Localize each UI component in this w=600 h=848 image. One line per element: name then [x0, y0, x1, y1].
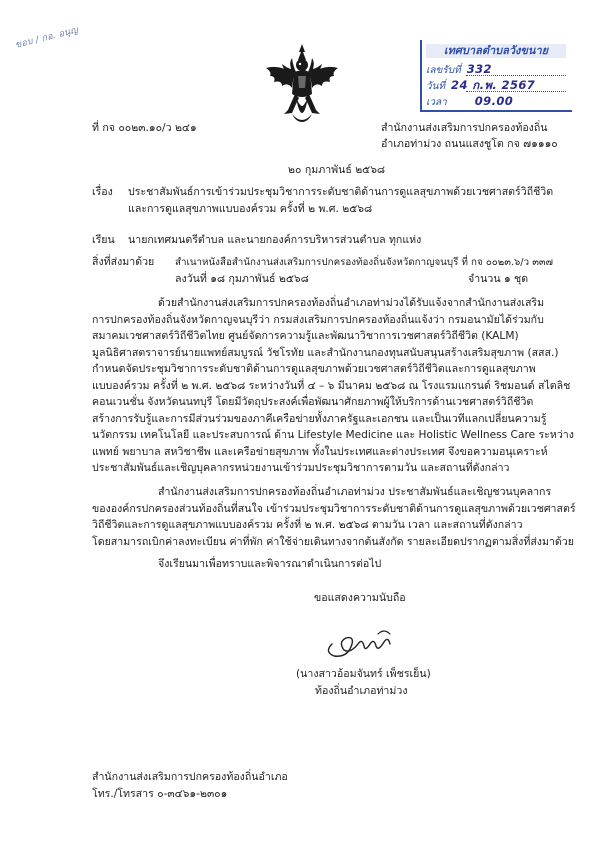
stamp-title: เทศบาลตำบลวังขนาย: [426, 44, 566, 58]
document-date: ๒๐ กุมภาพันธ์ ๒๕๖๘: [288, 164, 386, 176]
garuda-emblem-icon: [262, 42, 342, 130]
paragraph-line: ขององค์กรปกครองส่วนท้องถิ่นที่สนใจ เข้าร่วมประชุมวิชาการระดับชาติด้านการดูแลสุขภาพด้วยเวชศาสตร์: [92, 502, 576, 515]
paragraph-line: สร้างการรับรู้และการมีส่วนร่วมของภาคีเครือข่ายทั้งภาครัฐและเอกชน และเป็นเวทีแลกเปลี่ยนความรู้: [92, 412, 547, 425]
paragraph-line: กำหนดจัดประชุมวิชาการระดับชาติด้านการดูแลสุขภาพด้วยเวชศาสตร์วิถีชีวิตและการดูแลสุขภาพ: [92, 363, 536, 375]
receipt-stamp: [420, 40, 572, 112]
body-paragraph-1: [92, 295, 574, 477]
paragraph-line: โดยสามารถเบิกค่าลงทะเบียน ค่าที่พัก ค่าใช้จ่ายเดินทางจากต้นสังกัด รายละเอียดปรากฏตามสิ่งที่ส่งมาด้วย: [92, 535, 574, 548]
paragraph-line: สมาคมเวชศาสตร์วิถีชีวิตไทย ศูนย์จัดการความรู้และพัฒนาวิชาการเวชศาสตร์วิถีชีวิต (KALM): [92, 330, 519, 342]
paragraph-line: การปกครองท้องถิ่นจังหวัดกาญจนบุรีว่า กรมส่งเสริมการปกครองท้องถิ่นแจ้งว่า กรมอนามัยได้ร่วมกับ: [92, 313, 544, 326]
stamp-date-value: 24 ก.พ. 2567: [451, 78, 536, 92]
subject-line2: และการดูแลสุขภาพแบบองค์รวม ครั้งที่ ๒ พ.ศ. ๒๕๖๘: [128, 203, 373, 215]
stamp-time-value: 09.00: [474, 94, 514, 108]
signatory-name: (นางสาวอ้อมจันทร์ เพ็ชรเย็น): [296, 668, 431, 680]
paragraph-line: ด้วยสำนักงานส่งเสริมการปกครองท้องถิ่นอำเภอท่าม่วงได้รับแจ้งจากสำนักงานส่งเสริม: [158, 297, 545, 309]
footer-office: สำนักงานส่งเสริมการปกครองท้องถิ่นอำเภอ: [92, 771, 288, 783]
stamp-receive-label: เลขรับที่: [426, 65, 461, 76]
recipient-label: เรียน: [92, 234, 115, 246]
subject-label: เรื่อง: [92, 186, 113, 198]
paragraph-line: คอนเวนชั่น จังหวัดนนทบุรี โดยมีวัตถุประสงค์เพื่อพัฒนาศักยภาพผู้ให้บริการด้านเวชศาสตร์วิถีชีวิต: [92, 396, 534, 408]
attachment-line2: ลงวันที่ ๑๘ กุมภาพันธ์ ๒๕๖๘: [175, 273, 309, 285]
handwritten-note: ขอบ / กอ. อนุญ: [14, 25, 80, 51]
paragraph-line: แพทย์ พยาบาล สหวิชาชีพ และเครือข่ายสุขภาพ ทั้งในประเทศและต่างประเทศ จึงขอความอนุเคราะห์: [92, 445, 548, 458]
signatory-position: ท้องถิ่นอำเภอท่าม่วง: [315, 685, 408, 697]
stamp-receive-no: 332: [466, 62, 492, 76]
body-paragraph-2: [92, 484, 576, 550]
attachment-line1: สำเนาหนังสือสำนักงานส่งเสริมการปกครองท้องถิ่นจังหวัดกาญจนบุรี ที่ กจ ๐๐๒๓.๖/ว ๓๓๗: [175, 257, 553, 268]
office-address-line2: อำเภอท่าม่วง ถนนแสงชูโต กจ ๗๑๑๑๐: [381, 138, 558, 150]
closing-request: จึงเรียนมาเพื่อทราบและพิจารณาดำเนินการต่อไป: [158, 558, 382, 570]
attachment-label: สิ่งที่ส่งมาด้วย: [92, 256, 155, 268]
stamp-time-label: เวลา: [426, 97, 447, 108]
footer-phone: โทร./โทรสาร ๐-๓๔๖๑-๒๓๐๑: [92, 788, 228, 800]
stamp-time-row: [426, 94, 513, 110]
paragraph-line: สำนักงานส่งเสริมการปกครองท้องถิ่นอำเภอท่าม่วง ประชาสัมพันธ์และเชิญชวนบุคลากร: [158, 486, 552, 498]
paragraph-line: วิถีชีวิตและการดูแลสุขภาพแบบองค์รวม ครั้งที่ ๒ พ.ศ. ๒๕๖๘ ตามวัน เวลา และสถานที่ดังกล่าว: [92, 519, 523, 531]
recipient-text: นายกเทศมนตรีตำบล และนายกองค์การบริหารส่วนตำบล ทุกแห่ง: [128, 234, 422, 246]
handwritten-signature-icon: [318, 622, 408, 662]
paragraph-line: นวัตกรรม เทคโนโลยี และประสบการณ์ ด้าน Lifestyle Medicine และ Holistic Wellness Care ระหว่าง: [92, 429, 574, 441]
paragraph-line: แบบองค์รวม ครั้งที่ ๒ พ.ศ. ๒๕๖๘ ระหว่างวันที่ ๔ – ๖ มีนาคม ๒๕๖๘ ณ โรงแรมแกรนด์ ริชมอนด์ สไตลิช: [92, 379, 571, 392]
office-address-line1: สำนักงานส่งเสริมการปกครองท้องถิ่น: [381, 122, 548, 134]
attachment-count: จำนวน ๑ ชุด: [468, 273, 529, 285]
subject-line1: ประชาสัมพันธ์การเข้าร่วมประชุมวิชาการระดับชาติด้านการดูแลสุขภาพด้วยเวชศาสตร์วิถีชีวิต: [128, 186, 554, 198]
stamp-date-label: วันที่: [426, 81, 446, 92]
salutation: ขอแสดงความนับถือ: [314, 592, 406, 604]
paragraph-line: ประชาสัมพันธ์และเชิญบุคลากรหน่วยงานเข้าร่วมประชุมวิชาการตามวัน และสถานที่ดังกล่าว: [92, 462, 510, 474]
paragraph-line: มูลนิธิศาสตราจารย์นายแพทย์สมบูรณ์ วัชโรทัย และสำนักงานกองทุนสนับสนุนสร้างเสริมสุขภาพ (สสส.): [92, 346, 559, 359]
document-number: ที่ กจ ๐๐๒๓.๑๐/ว ๒๔๑: [92, 122, 197, 134]
